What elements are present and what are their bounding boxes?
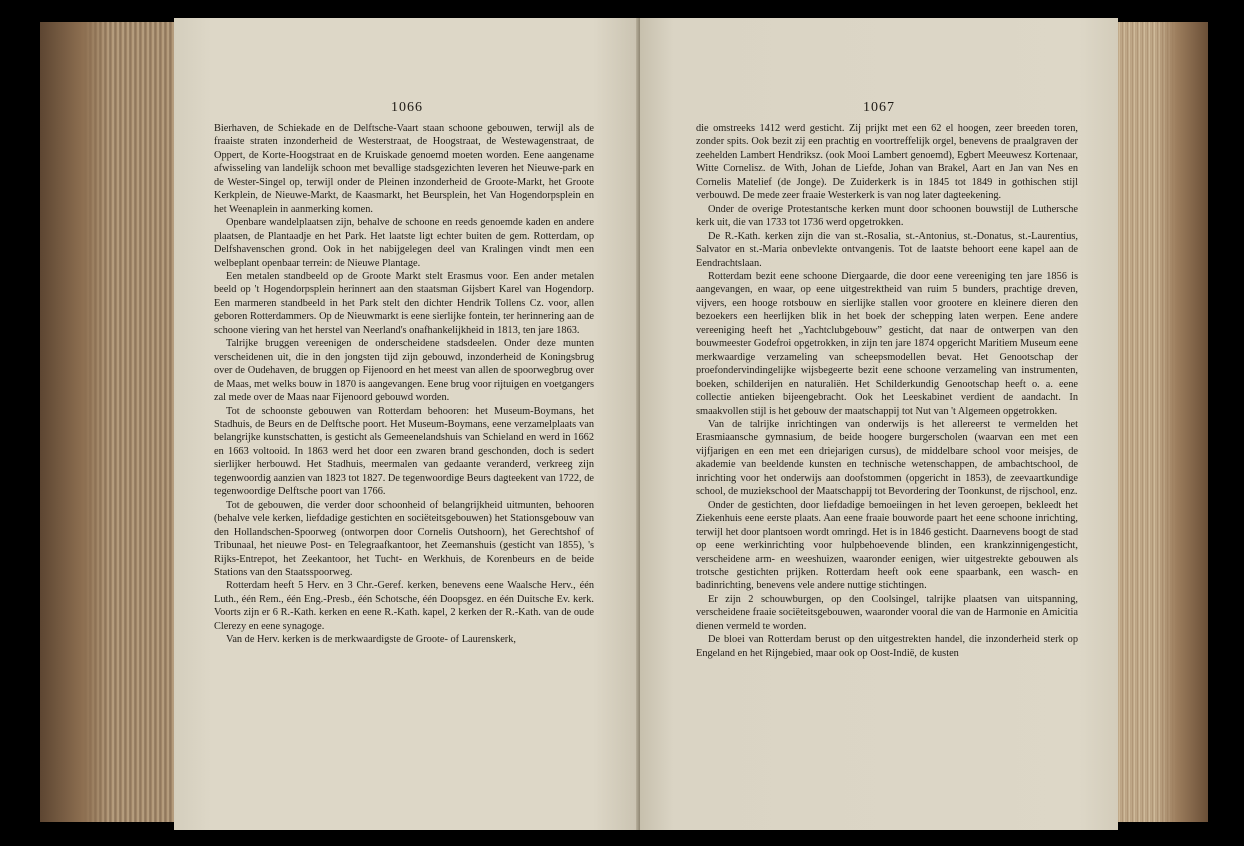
open-book — [40, 14, 1208, 836]
page-text — [214, 122, 594, 647]
paragraph: Talrijke bruggen vereenigen de onderscheidene stadsdeelen. Onder deze munten verscheidenen uit, die in den jongsten tijd zijn gebouwd, inzonderheid de Koningsbrug over de Oudehaven, de bruggen op Fijenoord en het meest van allen de spoorwegbrug over de Maas, met welks bouw in 1870 is aangevangen. Eene brug voor rijtuigen en voetgangers zal mede over de Maas naar Fijenoord gebouwd worden. — [214, 338, 594, 404]
paragraph: Van de Herv. kerken is de merkwaardigste de Groote- of Laurenskerk, — [226, 634, 516, 646]
paragraph: De R.-Kath. kerken zijn die van st.-Rosalia, st.-Antonius, st.-Donatus, st.-Laurentius, Salvator en st.-Maria onbevlekte ontvangenis. Tot de laatste behoort eene kapel aan de Eendrachtslaan. — [696, 230, 1078, 269]
paragraph: De bloei van Rotterdam berust op den uitgestrekten handel, die inzonderheid sterk op Engeland en het Rijngebied, maar ook op Oost-Indië, de kusten — [696, 634, 1078, 659]
paragraph: Onder de overige Protestantsche kerken munt door schoonen bouwstijl de Luthersche kerk uit, die van 1733 tot 1736 werd opgetrokken. — [696, 203, 1078, 229]
paragraph: Tot de gebouwen, die verder door schoonheid of belangrijkheid uitmunten, behooren (behalve vele kerken, liefdadige gestichten en sociëteitsgebouwen) het Stationsgebouw van den Hollandschen-Spoorweg (ontworpen door Cornelis Outshoorn), het Gerechtshof of Tribunaal, het nieuwe Post- en Telegraafkantoor, het Zeemanshuis (gesticht van 1855), 's Rijks-Entrepot, het Zeekantoor, het Tucht- en Werkhuis, de Korenbeurs en de beide Stations van den Staatsspoorweg. — [214, 499, 594, 578]
left-page-edges — [40, 22, 176, 822]
paragraph: Openbare wandelplaatsen zijn, behalve de schoone en reeds genoemde kaden en andere plaatsen, de Plantaadje en het Park. Het laatste ligt echter buiten de gem. Rotterdam, op Delfshavenschen grond. Ook in het nabijgelegen deel van Kralingen vindt men een welbeplant openbaar terrein: de Nieuwe Plantage. — [214, 217, 594, 269]
right-page-edges — [1116, 22, 1208, 822]
paragraph: Onder de gestichten, door liefdadige bemoeiingen in het leven geroepen, bekleedt het Ziekenhuis eene eerste plaats. Aan eene fraaie bouworde paart het eene schoone inrichting, terwijl het door plantsoen wordt omringd. Het is in 1846 gesticht. Daarnevens boogt de stad op eene werkinrichting voor hulpbehoevende blinden, een krankzinnigengesticht, verscheidene arm- en weeshuizen, waaronder eenigen, wier uitgestrekte gebouwen als trotsche gestichten prijken. Rotterdam heeft ook eene spaarbank, een wasch- en badinrichting, benevens vele andere nuttige stichtingen. — [696, 499, 1078, 592]
paragraph: Van de talrijke inrichtingen van onderwijs is het allereerst te vermelden het Erasmiaansche gymnasium, de beide hoogere burgerscholen (waarvan een met een vijfjarigen en een met een driejarigen cursus), de middelbare school voor meisjes, de akademie van beeldende kunsten en technische wetenschappen, de ambachtschool, de inrichting voor het onderwijs aan doofstommen (opgericht in 1853), de zeevaartkundige school, de muziekschool der Maatschappij tot Bevordering der Toonkunst, de rijschool, enz. — [696, 418, 1078, 498]
paragraph: Rotterdam heeft 5 Herv. en 3 Chr.-Geref. kerken, benevens eene Waalsche Herv., één Luth., één Rem., één Eng.-Presb., één Schotsche, één Doopsgez. en één Duitsche Ev. kerk. Voorts zijn er 6 R.-Kath. kerken en eene R.-Kath. kapel, 2 kerken der R.-Kath. van de oude Clerezy en eene synagoge. — [214, 580, 594, 632]
paragraph: Rotterdam bezit eene schoone Diergaarde, die door eene vereeniging ten jare 1856 is aangevangen, en waar, op eene uitgestrektheid van ruim 5 bunders, prachtige dreven, vijvers, een hooge rotsbouw en sierlijke stallen voor grootere en kleinere dieren den bezoekers een heerlijken blik in het boek der schepping laten werpen. Eene andere vereeniging heeft het „Yachtclubgebouw” gesticht, dat naar de ontwerpen van den bouwmeester Godefroi opgetrokken, in zijn ten jare 1874 opgericht Maritiem Museum eene merkwaardige verzameling van scheepsmodellen bevat. Het Genootschap der proefondervindingelijke wijsbegeerte bezit eene schoone verzameling van instrumenten, boeken, schilderijen en naturaliën. Het Schilderkundig Genootschap heeft o. a. eene collectie antieken bijeengebracht. Ook het Leeskabinet verdient de aandacht. In smaakvollen stijl is het gebouw der maatschappij tot Nut van 't Algemeen opgetrokken. — [696, 270, 1078, 417]
left-page — [174, 18, 640, 830]
page-text — [696, 122, 1078, 660]
page-number: 1067 — [863, 100, 895, 115]
paragraph: Er zijn 2 schouwburgen, op den Coolsingel, talrijke plaatsen van uitspanning, verscheidene fraaie sociëteitsgebouwen, waaronder vooral die van de Harmonie en Amicitia dienen vermeld te worden. — [696, 593, 1078, 632]
page-number: 1066 — [391, 100, 423, 115]
paragraph: Bierhaven, de Schiekade en de Delftsche-Vaart staan schoone gebouwen, terwijl als de fraaiste straten inzonderheid de Westerstraat, de Hoogstraat, de Westewagenstraat, de Oppert, de Korte-Hoogstraat en de Kruiskade genoemd moeten worden. Eene aangename afwisseling van landelijk schoon met bevallige stadsgezichten leveren het Nieuwe-park en de Wester-Singel op, terwijl onder de Pleinen inzonderheid de Groote-Markt, het Groote Kerkplein, de Nieuwe-Markt, de Kaasmarkt, het Beursplein, het Van Hogendorpsplein en het Weenaplein in aanmerking komen. — [214, 123, 594, 215]
paragraph: Een metalen standbeeld op de Groote Markt stelt Erasmus voor. Een ander metalen beeld op 't Hogendorpsplein herinnert aan den staatsman Gijsbert Karel van Hogendorp. Een marmeren standbeeld in het Park stelt den dichter Hendrik Tollens Cz. voor, allen geboren Rotterdammers. Op de Nieuwmarkt is eene sierlijke fontein, ter herinnering aan de schoone viering van het herstel van Neerland's onafhankelijkheid in 1813, ten jare 1863. — [214, 270, 594, 336]
right-page — [640, 18, 1118, 830]
paragraph: Tot de schoonste gebouwen van Rotterdam behooren: het Museum-Boymans, het Stadhuis, de Beurs en de Delftsche poort. Het Museum-Boymans, eene verzamelplaats van belangrijke kunstschatten, is gesticht als Gemeenelandshuis van Schieland en werd in 1662 en 1663 voltooid. In 1863 werd het door een zwaren brand geschonden, doch is sedert sierlijker herbouwd. Het Stadhuis, meermalen van gedaante veranderd, verkreeg zijn tegenwoordig aanzien van 1823 tot 1827. De tegenwoordige Beurs dagteekent van 1722, de tegenwoordige Delftsche poort van 1766. — [214, 405, 594, 498]
paragraph: die omstreeks 1412 werd gesticht. Zij prijkt met een 62 el hoogen, zeer breeden toren, zonder spits. Ook bezit zij een prachtig en voortreffelijk orgel, benevens de praalgraven der zeehelden Lambert Hendriksz. (ook Mooi Lambert genoemd), Egbert Meeuwesz Kortenaar, Witte Cornelisz. de With, Johan de Liefde, Johan van Brakel, Aart en Jan van Nes en Cornelis Matelief (de Jonge). De Zuiderkerk is in 1845 tot 1849 in gothischen stijl verbouwd. De mede zeer fraaie Westerkerk is van nog later dagteekening. — [696, 123, 1078, 202]
